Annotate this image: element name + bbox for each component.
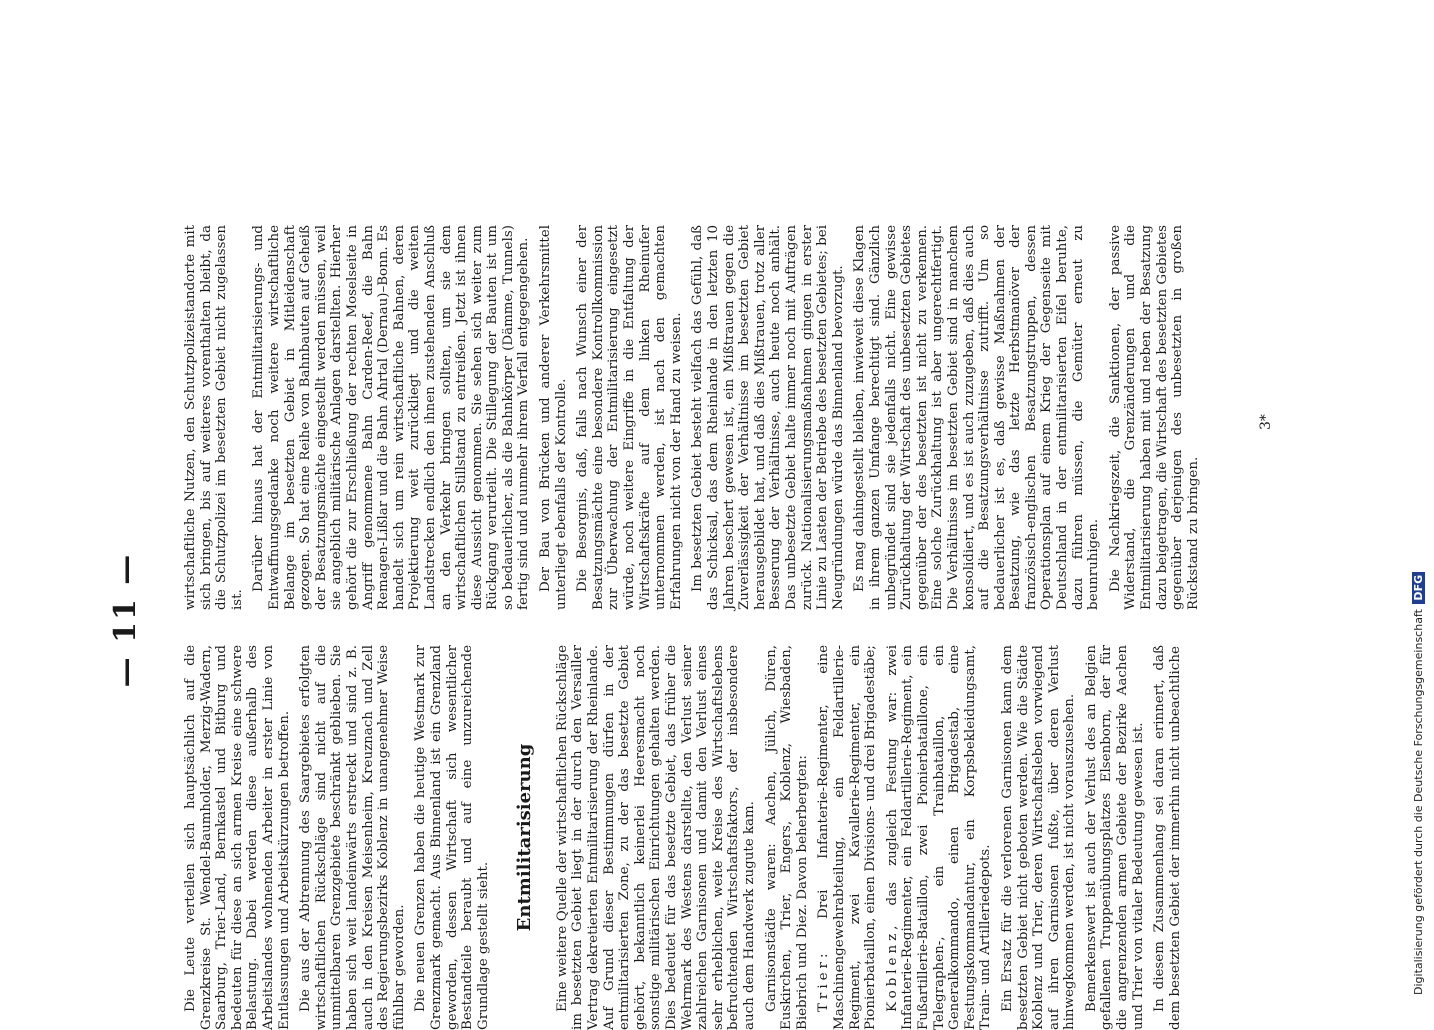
dfg-logo: DFG bbox=[1412, 572, 1425, 604]
paragraph: Die aus der Abtrennung des Saargebietes erfolgten wirtschaftlichen Rückschläge sind nicht auf die unmittelbaren Grenzgebiete beschränkt geblieben. Sie haben sich weit landeinwärts erstreckt und sind z. B. auch in den Kreisen Meisenheim, Kreuznach und Zell des Regierungsbezirks Koblenz in unangenehmer Weise fühlbar geworden. bbox=[298, 645, 407, 1030]
section-heading: Entmilitarisierung bbox=[514, 743, 536, 932]
paragraph: Eine weitere Quelle der wirtschaftlichen Rückschläge im besetzten Gebiet liegt in der durch den Versailler Vertrag dekretierten Entmilitarisierung der Rheinlande. Auf Grund dieser Bestimmungen dürfen in der entmilitarisierten Zone, zu der das besetzte Gebiet gehört, bekanntlich keinerlei Heeresmacht noch sonstige militärischen Einrichtungen gehalten werden. Dies bedeutet für das besetzte Gebiet, das früher die Wehrmark des Westens darstellte, den Verlust seiner zahlreichen Garnisonen und damit den Verlust eines sehr erheblichen, weite Kreise des Wirtschaftslebens befruchtenden Wirtschaftsfaktors, der insbesondere auch dem Handwerk zugute kam. bbox=[554, 645, 757, 1030]
paragraph: Die Leute verteilen sich hauptsächlich auf die Grenzkreise St. Wendel-Baumholder, Merzig-Wadern, Saarburg, Trier-Land, Bernkastel und Bitburg und bedeuten für diese an sich armen Kreise eine schwere Belastung. Dabei werden diese außerhalb des Arbeitslandes wohnenden Arbeiter in erster Linie von Entlassungen und Arbeitskürzungen betroffen. bbox=[183, 645, 292, 1030]
garrison-text-trier: Drei Infanterie-Regimenter, eine Maschinengewehrabteilung, ein Feldartillerie-Regiment, zwei Kavallerie-Regimenter, ein Pionierbataillon, einen Divisions- und drei Brigadestäbe; bbox=[816, 645, 879, 1030]
paragraph: Der Bau von Brücken und anderer Verkehrsmittel unterliegt ebenfalls der Kontrolle. bbox=[538, 225, 569, 610]
paragraph: Bemerkenswert ist auch der Verlust des an Belgien gefallenen Truppenübungsplatzes Elsenborn, der für die angrenzenden armen Gebiete der Bezirke Aachen und Trier von vitaler Bedeutung gewesen ist. bbox=[1083, 645, 1146, 1030]
paragraph: Es mag dahingestellt bleiben, inwieweit diese Klagen in ihrem ganzen Umfange berechtigt sind. Gänzlich unbegründet sind sie jedenfalls nicht. Eine gewisse Zurückhaltung der Wirtschaft des unbesetzten Gebietes gegenüber der des besetzten ist nicht zu verkennen. Eine solche Zurückhaltung ist aber ungerechtfertigt. Die Verhältnisse im besetzten Gebiet sind in manchem konsolidiert, und es ist auch zuzugeben, daß dies auch auf die Besatzungsverhältnisse zutrifft. Um so bedauerlicher ist es, daß gewisse Maßnahmen der Besatzung, wie das letzte Herbstmanöver der französisch-englischen Besatzungstruppen, dessen Operationsplan auf einem Krieg der Gegenseite mit Deutschland in der entmilitarisierten Eifel beruhte, dazu führen müssen, die Gemüter erneut zu beunruhigen. bbox=[852, 225, 1102, 610]
dfg-notice bbox=[1412, 5, 1432, 995]
sheet-signature: 3* bbox=[1258, 414, 1274, 430]
paragraph bbox=[816, 645, 878, 1030]
document-page bbox=[108, 210, 1338, 1030]
page-number: — 11 — bbox=[108, 552, 143, 688]
garrison-label-trier: Trier: bbox=[816, 949, 832, 1012]
left-column bbox=[183, 645, 1189, 1030]
paragraph: Im besetzten Gebiet besteht vielfach das Gefühl, daß das Schicksal, das dem Rheinlande in den letzten 10 Jahren beschert gewesen ist, ein Mißtrauen gegen die Zuverlässigkeit der Verhältnisse im besetzten Gebiet herausgebildet hat, und daß dies Mißtrauen, trotz aller Besserung der Verhältnisse, auch heute noch anhält. Das unbesetzte Gebiet halte immer noch mit Aufträgen zurück. Nationalisierungsmaßnahmen gingen in erster Linie zu Lasten der Betriebe des besetzten Gebietes; bei Neugründungen würde das Binnenland bevorzugt. bbox=[690, 225, 846, 610]
paragraph: Ein Ersatz für die verlorenen Garnisonen kann dem besetzten Gebiet nicht geboten werden. Wie die Städte Koblenz und Trier, deren Wirtschaftsleben vorwiegend auf ihren Garnisonen fußte, über deren Verlust hinwegkommen werden, ist nicht vorauszusehen. bbox=[999, 645, 1078, 1030]
paragraph bbox=[885, 645, 994, 1030]
paragraph: Die neuen Grenzen haben die heutige Westmark zur Grenzmark gemacht. Aus Binnenland ist ein Grenzland geworden, dessen Wirtschaft sich wesentlicher Bestandteile beraubt und auf eine unzureichende Grundlage gestellt sieht. bbox=[413, 645, 491, 1030]
garrison-text-koblenz: das zugleich Festung war: zwei Infanterie-Regimenter, ein Feldartillerie-Regiment, ein Fußartillerie-Bataillon, zwei Pionierbataillone, ein Telegraphen-, ein Trainbataillon, ein Generalkommando, einen Brigadestab, eine Festungskommandantur, ein Korpsbekleidungsamt, Train- und Artilleriedepots. bbox=[884, 645, 994, 1030]
paragraph: Garnisonstädte waren: Aachen, Jülich, Düren, Euskirchen, Trier, Engers, Koblenz, Wiesbaden, Biebrich und Diez. Davon beherbergten: bbox=[763, 645, 810, 1030]
paragraph: Die Besorgnis, daß, falls nach Wunsch einer der Besatzungsmächte eine besondere Kontrollkommission zur Überwachung der Entmilitarisierung eingesetzt würde, noch weitere Eingriffe in die Entfaltung der Wirtschaftskräfte auf dem linken Rheinufer unternommen werden, ist nach den gemachten Erfahrungen nicht von der Hand zu weisen. bbox=[575, 225, 684, 610]
dfg-notice-text: Digitalisierung gefördert durch die Deutsche Forschungsgemeinschaft bbox=[1412, 609, 1425, 995]
paragraph: Darüber hinaus hat der Entmilitarisierungs- und Entwaffnungsgedanke noch weitere wirtschaftliche Belange im besetzten Gebiet in Mitleidenschaft gezogen. So hat eine Reihe von Bahnbauten auf Geheiß der Besatzungsmächte eingestellt werden müssen, weil sie angeblich militärische Anlagen darstellten. Hierher gehört die zur Erschließung der rechten Moselseite in Angriff genommene Bahn Carden-Reef, die Bahn Remagen-Lißlar und die Bahn Ahrtal (Dernau)–Bonn. Es handelt sich um rein wirtschaftliche Bahnen, deren Projektierung weit zurückliegt und die weiten Landstrecken endlich den ihnen zustehenden Anschluß an den Verkehr bringen sollten, um sie dem wirtschaftlichen Stillstand zu entreißen. Jetzt ist ihnen diese Aussicht genommen. Sie sehen sich weiter zum Rückgang verurteilt. Die Stillegung der Bauten ist um so bedauerlicher, als die Bahnkörper (Dämme, Tunnels) fertig sind und nunmehr ihrem Verfall entgegengehen. bbox=[251, 225, 532, 610]
right-column bbox=[183, 225, 1207, 610]
paragraph: In diesem Zusammenhang sei daran erinnert, daß dem besetzten Gebiet der immerhin nicht unbeachtliche bbox=[1152, 645, 1183, 1030]
garrison-label-koblenz: Koblenz, bbox=[884, 921, 900, 1012]
paragraph: wirtschaftliche Nutzen, den Schutzpolizeistandorte mit sich bringen, bis auf weiteres vorenthalten bleibt, da die Schutzpolizei im besetzten Gebiet nicht zugelassen ist. bbox=[183, 225, 245, 610]
paragraph: Die Nachkriegszeit, die Sanktionen, der passive Widerstand, die Grenzänderungen und die Entmilitarisierung haben mit und neben der Besatzung dazu beigetragen, die Wirtschaft des besetzten Gebietes gegenüber derjenigen des unbesetzten in großen Rückstand zu bringen. bbox=[1107, 225, 1201, 610]
